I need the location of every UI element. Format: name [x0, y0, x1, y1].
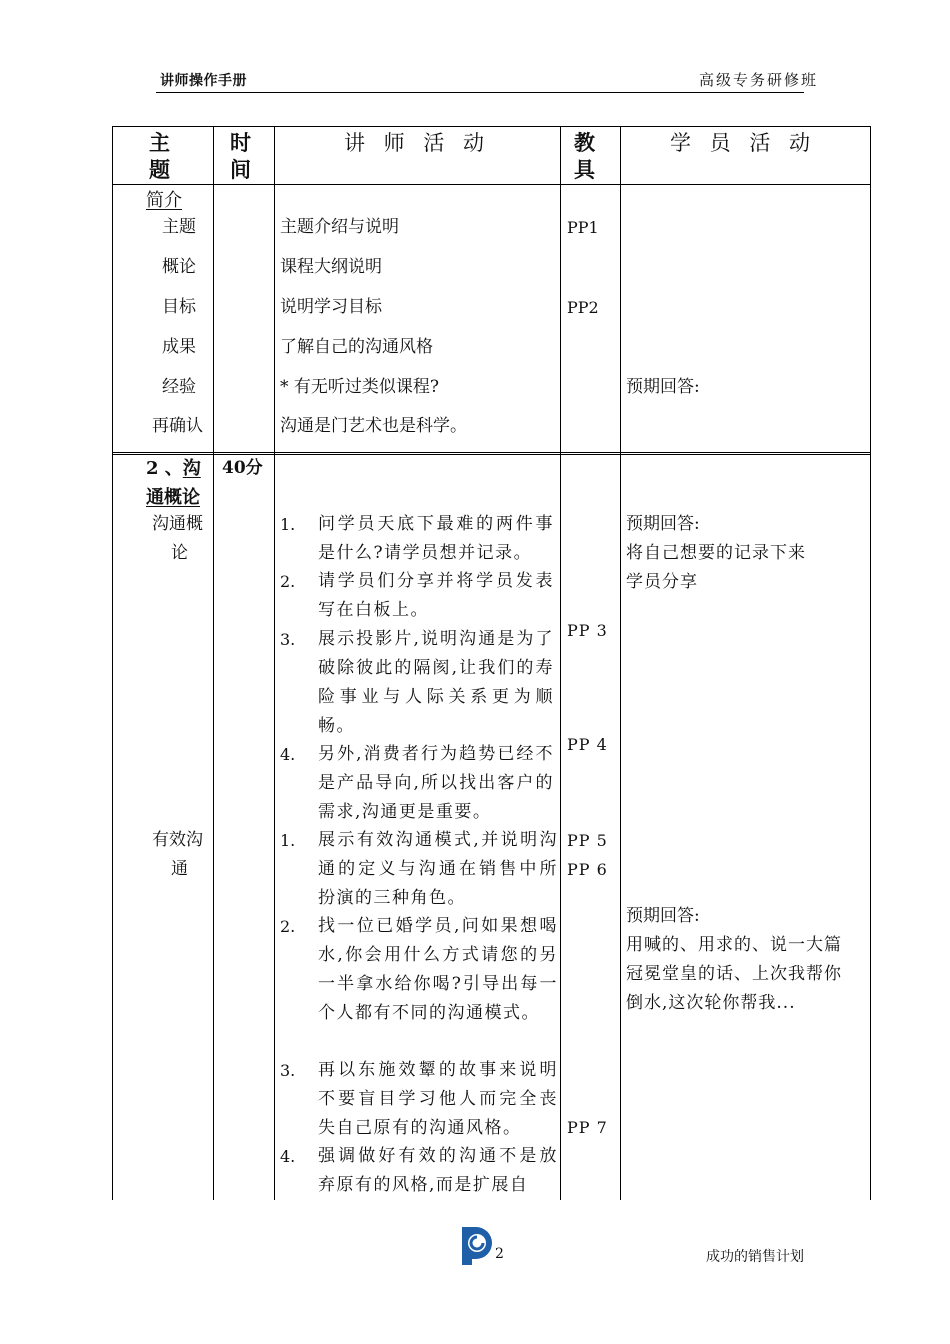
- s2-student-a2: 将自己想要的记录下来: [626, 543, 806, 563]
- item-b4-num: 4.: [280, 1147, 296, 1166]
- s2-student-b1: 预期回答:: [626, 906, 700, 926]
- section2-title-line1: [146, 454, 201, 483]
- s2-sub1-line1: 沟通概: [152, 514, 203, 534]
- header-time-1: 时: [230, 131, 251, 155]
- s1-activity-theme: 主题介绍与说明: [280, 217, 399, 237]
- header-trainer-activity: 讲 师 活 动: [344, 131, 491, 155]
- header-tools-2: 具: [574, 158, 595, 182]
- s2-student-a3: 学员分享: [626, 572, 698, 592]
- section2-title-line2: 通概论: [146, 487, 200, 508]
- col-divider-time: [274, 126, 275, 1200]
- item-a4-num: 4.: [280, 745, 296, 764]
- header-student-activity: 学 员 活 动: [670, 131, 817, 155]
- tool-pp6: PP 6: [567, 860, 608, 879]
- lesson-table: [112, 126, 871, 1200]
- section1-title: 简介: [146, 190, 182, 211]
- header-topic-1: 主: [149, 131, 170, 155]
- tool-pp5: PP 5: [567, 831, 608, 850]
- item-a1-text: 问学员天底下最难的两件事是什么?请学员想并记录。: [318, 514, 554, 563]
- s2-student-a1: 预期回答:: [626, 514, 700, 534]
- table-border-right: [870, 126, 871, 1200]
- s2-sub2-line2: 通: [171, 859, 188, 879]
- item-a2-num: 2.: [280, 572, 296, 591]
- item-a3-num: 3.: [280, 630, 296, 649]
- s1-tool-pp1: PP1: [567, 218, 599, 237]
- item-b2-text: 找一位已婚学员,问如果想喝水,你会用什么方式请您的另一半拿水给你喝?引导出每一个人都有不同的沟通模式。: [318, 916, 558, 1023]
- company-logo-icon: [456, 1223, 496, 1267]
- item-a4-text: 另外,消费者行为趋势已经不是产品导向,所以找出客户的需求,沟通更是重要。: [318, 744, 554, 822]
- s1-tool-pp2: PP2: [567, 298, 599, 317]
- item-a2-text: 请学员们分享并将学员发表写在白板上。: [318, 571, 554, 620]
- s1-activity-result: 了解自己的沟通风格: [280, 337, 433, 357]
- tool-pp3: PP 3: [567, 621, 608, 640]
- s1-topic-result: 成果: [162, 337, 196, 357]
- item-b3-num: 3.: [280, 1061, 296, 1080]
- col-divider-topic: [213, 126, 214, 1200]
- section2-time: 40分: [222, 458, 263, 478]
- item-b2-num: 2.: [280, 917, 296, 936]
- header-row-divider: [112, 184, 871, 185]
- header-tools-1: 教: [574, 131, 595, 155]
- item-b4-text: 强调做好有效的沟通不是放弃原有的风格,而是扩展自: [318, 1146, 558, 1195]
- header-title-left: 讲师操作手册: [160, 73, 247, 89]
- tool-pp7: PP 7: [567, 1118, 608, 1137]
- s1-topic-overview: 概论: [162, 257, 196, 277]
- page-number: 2: [495, 1246, 504, 1262]
- item-b1-num: 1.: [280, 831, 296, 850]
- s1-topic-theme: 主题: [162, 217, 196, 237]
- footer-title: 成功的销售计划: [706, 1249, 804, 1265]
- s1-activity-reconfirm: 沟通是门艺术也是科学。: [280, 416, 467, 436]
- s2-student-b3: 冠冕堂皇的话、上次我帮你: [626, 964, 842, 984]
- item-b3-text: 再以东施效颦的故事来说明不要盲目学习他人而完全丧失自己原有的沟通风格。: [318, 1060, 558, 1138]
- item-b1-text: 展示有效沟通模式,并说明沟通的定义与沟通在销售中所扮演的三种角色。: [318, 830, 558, 908]
- item-a1-num: 1.: [280, 515, 296, 534]
- header-rule: [156, 92, 804, 93]
- header-title-right: 高级专务研修班: [698, 71, 818, 89]
- s2-student-b4: 倒水,这次轮你帮我...: [626, 993, 796, 1013]
- s1-activity-overview: 课程大纲说明: [280, 257, 382, 277]
- s1-topic-reconfirm: 再确认: [152, 416, 203, 436]
- col-divider-trainer: [560, 126, 561, 1200]
- item-a3-text: 展示投影片,说明沟通是为了破除彼此的隔阂,让我们的寿险事业与人际关系更为顺畅。: [318, 629, 554, 736]
- section2-title-prefix: 2 、: [146, 458, 183, 479]
- section2-title-a: 沟: [182, 458, 201, 479]
- s1-topic-goal: 目标: [162, 297, 196, 317]
- s2-sub2-line1: 有效沟: [152, 830, 203, 850]
- table-border-top: [112, 126, 871, 127]
- header-time-2: 间: [230, 158, 251, 182]
- table-border-left: [112, 126, 113, 1200]
- s1-activity-experience: * 有无听过类似课程?: [280, 377, 440, 397]
- s1-topic-experience: 经验: [162, 377, 196, 397]
- s1-student-expected: 预期回答:: [626, 377, 700, 397]
- s2-sub1-line2: 论: [171, 543, 188, 563]
- col-divider-tools: [620, 126, 621, 1200]
- tool-pp4: PP 4: [567, 735, 608, 754]
- s2-student-b2: 用喊的、用求的、说一大篇: [626, 935, 842, 955]
- header-topic-2: 题: [149, 158, 170, 182]
- s1-activity-goal: 说明学习目标: [280, 297, 382, 317]
